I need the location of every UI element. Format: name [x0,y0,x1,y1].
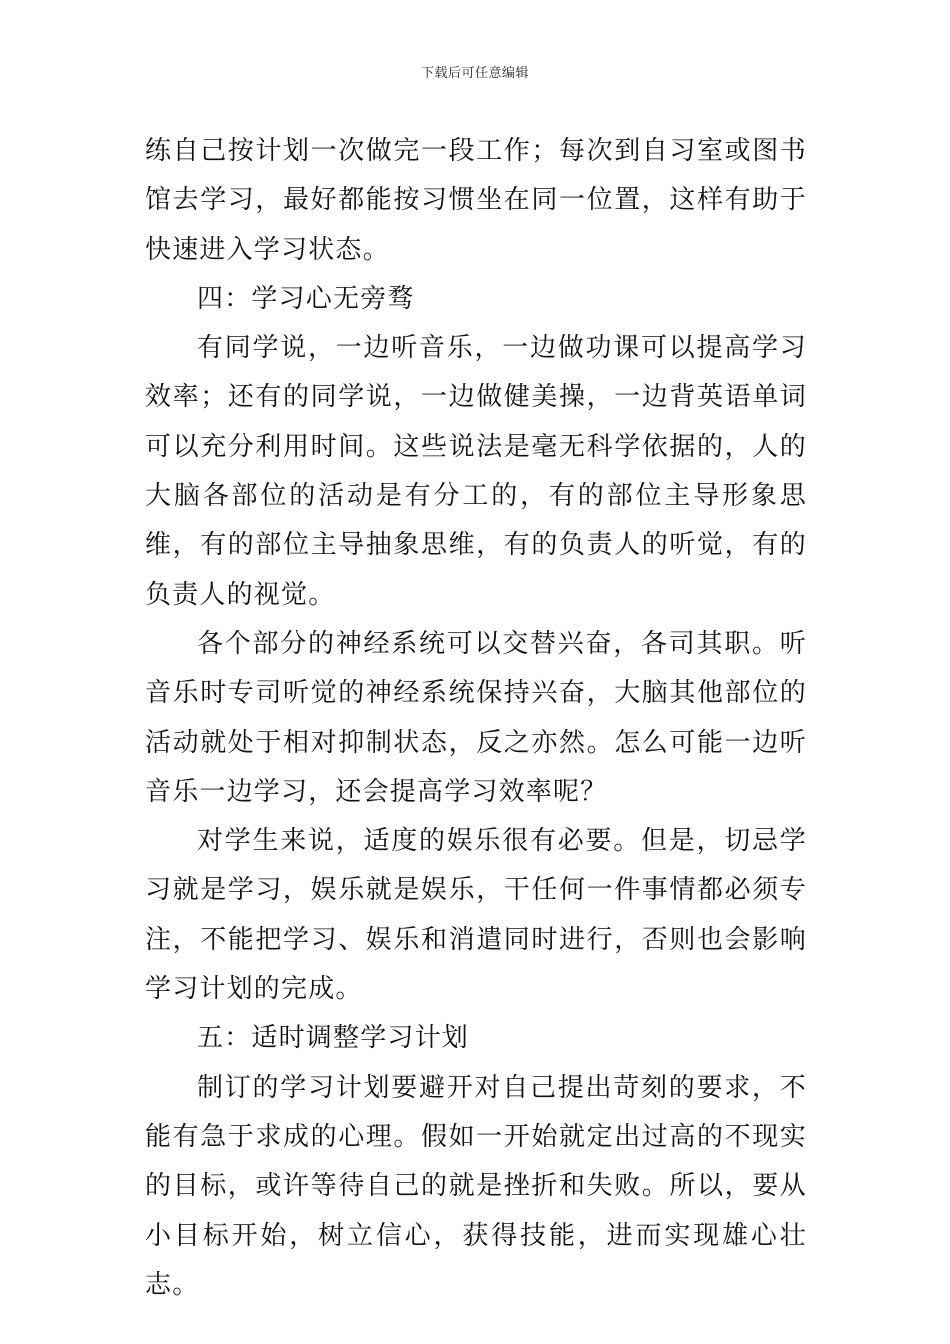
paragraph: 对学生来说，适度的娱乐很有必要。但是，切忌学习就是学习，娱乐就是娱乐，干任何一件事情都必须专注，不能把学习、娱乐和消遣同时进行，否则也会影响学习计划的完成。 [145,826,807,1005]
section-heading-5: 五：适时调整学习计划 [197,1023,470,1054]
paragraph: 各个部分的神经系统可以交替兴奋，各司其职。听音乐时专司听觉的神经系统保持兴奋，大脑其他部位的活动就处于相对抑制状态，反之亦然。怎么可能一边听音乐一边学习，还会提高学习效率呢？ [145,628,807,807]
paragraph: 制订的学习计划要避开对自己提出苛刻的要求，不能有急于求成的心理。假如一开始就定出过高的不现实的目标，或许等待自己的就是挫折和失败。所以，要从小目标开始，树立信心，获得技能，进而实现雄心壮志。 [145,1072,807,1300]
section-heading-4: 四：学习心无旁骛 [197,283,415,314]
page-header-note: 下载后可任意编辑 [420,66,529,81]
document-body [145,127,807,1310]
paragraph-continuation: 练自己按计划一次做完一段工作；每次到自习室或图书馆去学习，最好都能按习惯坐在同一位置，这样有助于快速进入学习状态。 [145,136,807,265]
paragraph: 有同学说，一边听音乐，一边做功课可以提高学习效率；还有的同学说，一边做健美操，一边背英语单词可以充分利用时间。这些说法是毫无科学依据的，人的大脑各部位的活动是有分工的，有的部位主导形象思维，有的部位主导抽象思维，有的负责人的听觉，有的负责人的视觉。 [145,333,807,610]
